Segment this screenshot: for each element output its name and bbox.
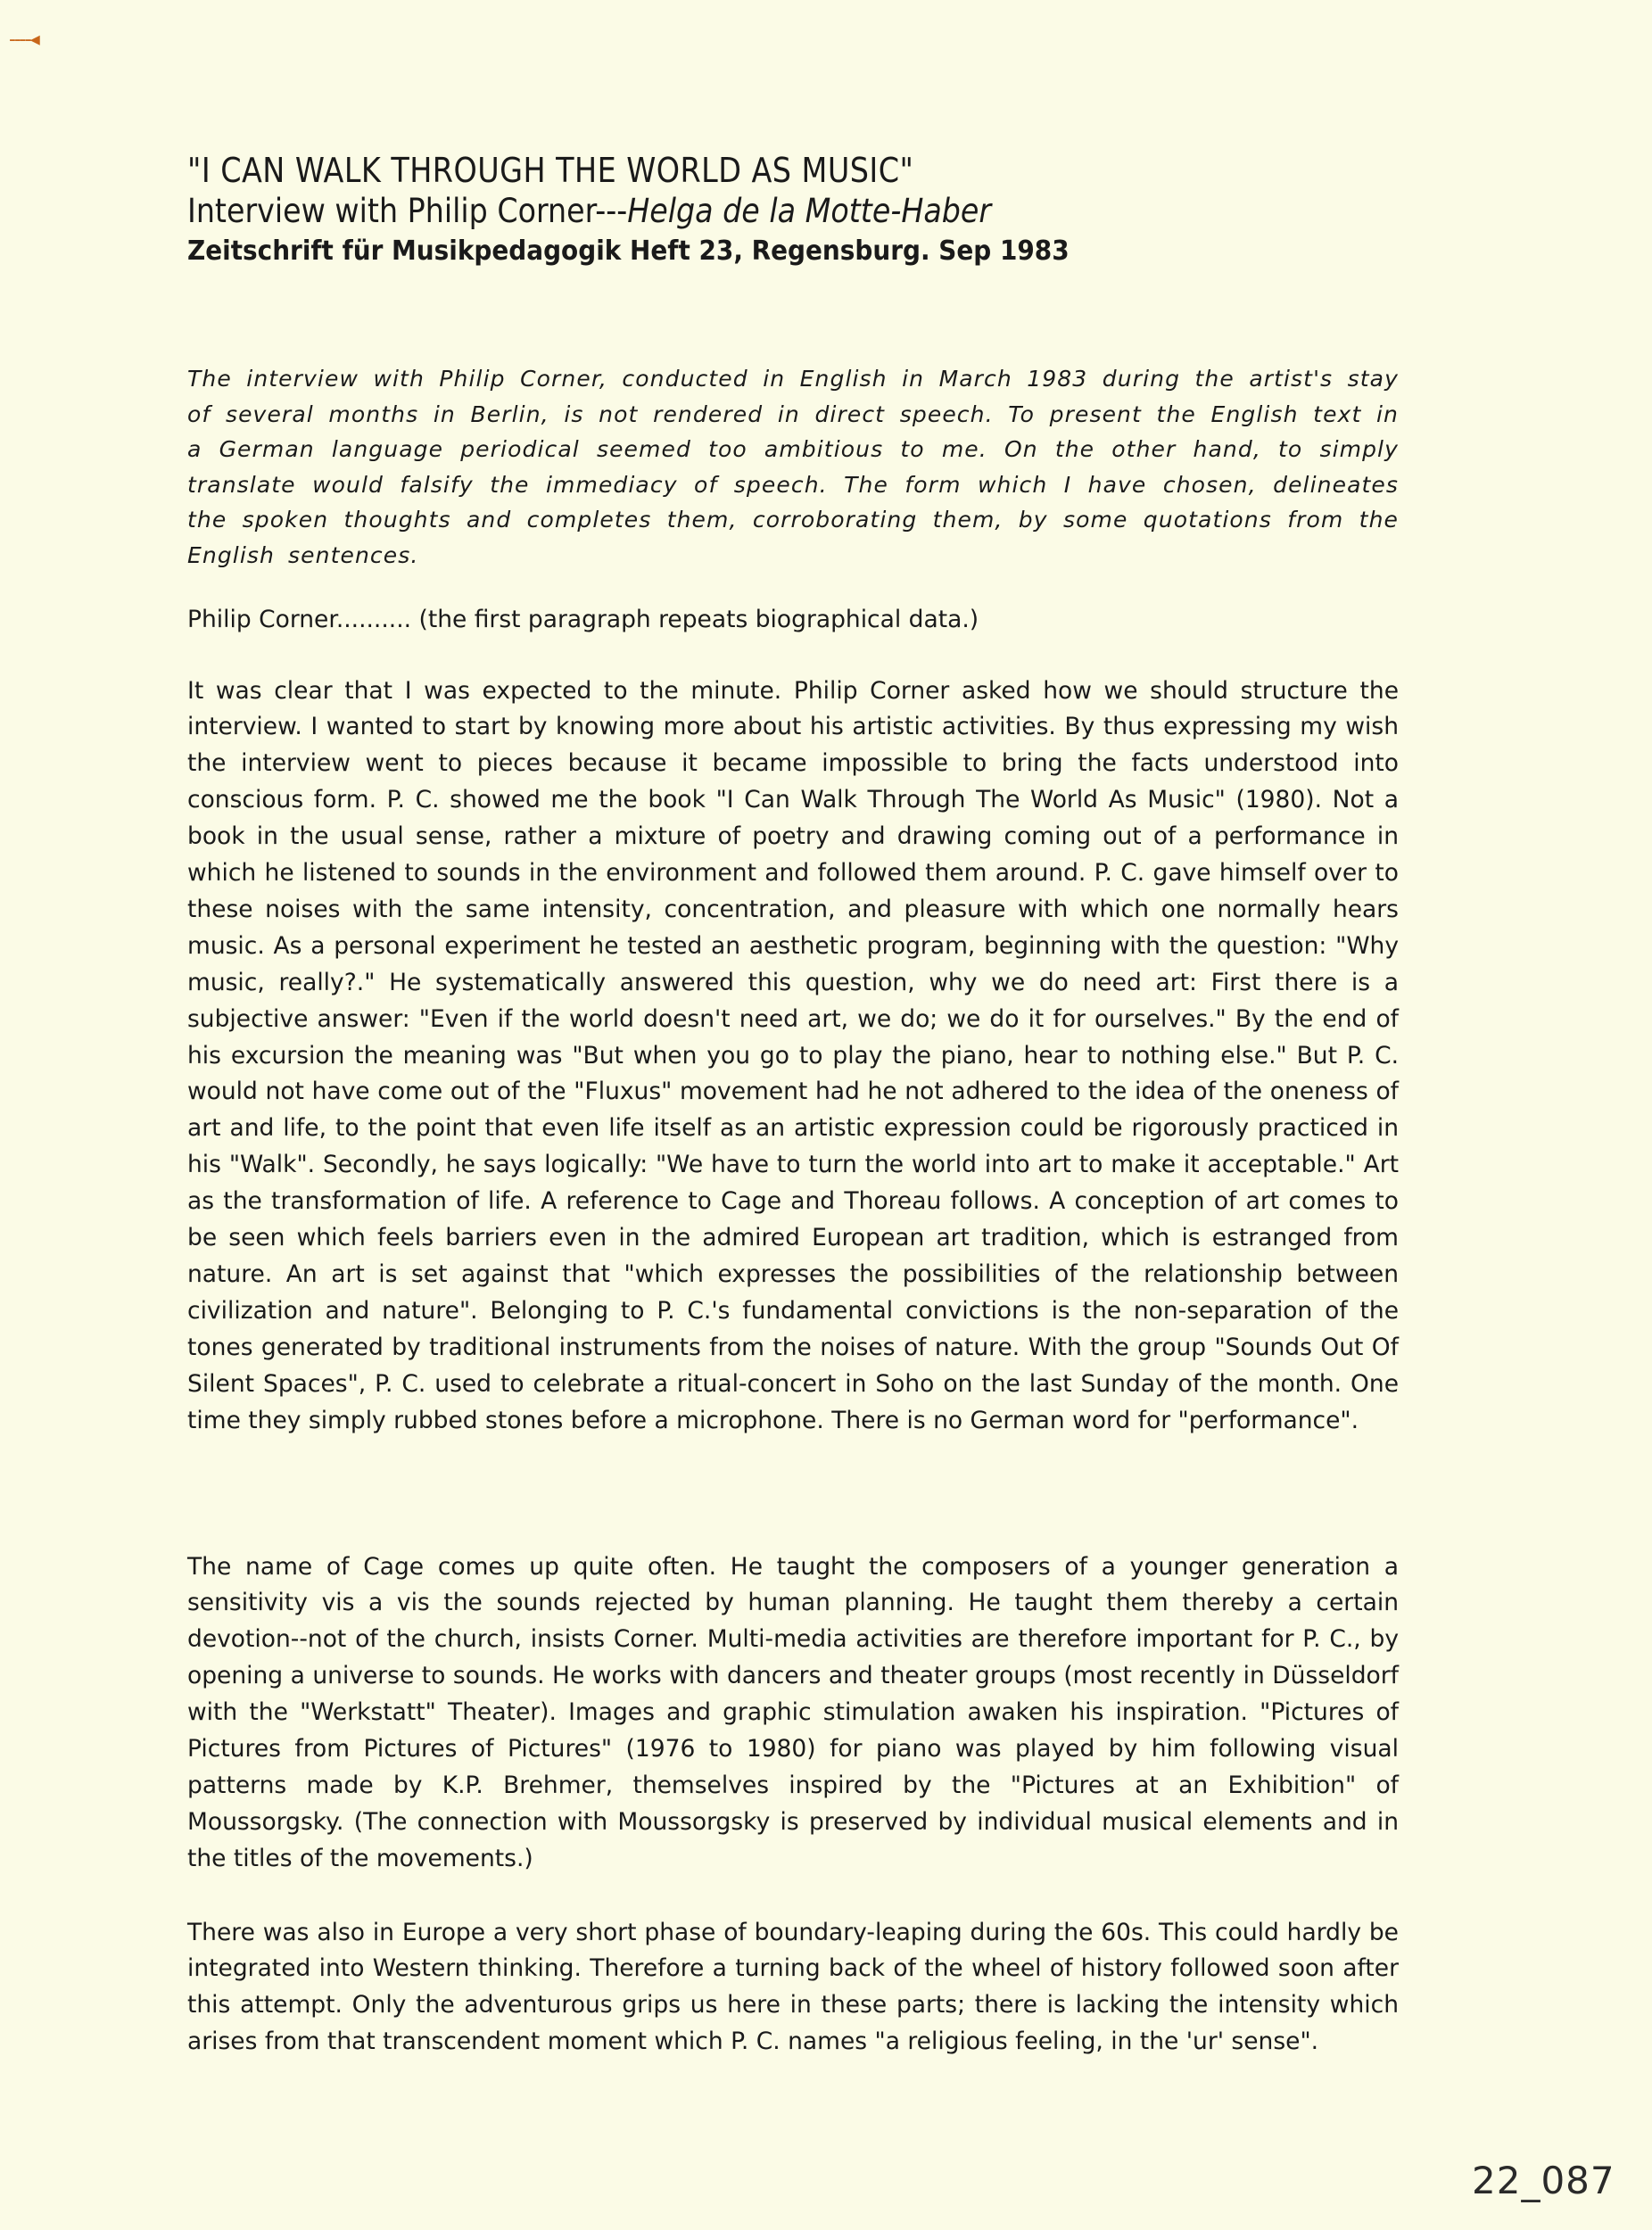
handwritten-document-number: 22_087 bbox=[1472, 2159, 1615, 2202]
corner-pencil-mark: ----◂ bbox=[9, 29, 38, 51]
body-paragraph-1: It was clear that I was expected to the minute. Philip Corner asked how we should structure the interview. I wanted to start by knowing more about his artistic activities. By thus expressing my wish the interview went to pieces because it became impossible to bring the facts understood into conscious form. P. C. showed me the book "I Can Walk Through The World As Music" (1980). Not a book in the usual sense, rather a mixture of poetry and drawing coming out of a performance in which he listened to sounds in the environment and followed them around. P. C. gave himself over to these noises with the same intensity, concentration, and pleasure with which one normally hears music. As a personal experiment he tested an aesthetic program, beginning with the question: "Why music, really?." He systematically answered this question, why we do need art: First there is a subjective answer: "Even if the world doesn't need art, we do; we do it for ourselves." By the end of his excursion the meaning was "But when you go to play the piano, hear to nothing else." But P. C. would not have come out of the "Fluxus" movement had he not adhered to the idea of the oneness of art and life, to the point that even life itself as an artistic expression could be rigorously practiced in his "Walk". Secondly, he says logically: "We have to turn the world into art to make it acceptable." Art as the transformation of life. A reference to Cage and Thoreau follows. A conception of art comes to be seen which feels barriers even in the admired European art tradition, which is estranged from nature. An art is set against that "which expresses the possibilities of the relationship between civilization and nature". Belonging to P. C.'s fundamental convictions is the non-separation of the tones generated by traditional instruments from the noises of nature. With the group "Sounds Out Of Silent Spaces", P. C. used to celebrate a ritual-concert in Soho on the last Sunday of the month. One time they simply rubbed stones before a microphone. There is no German word for "performance". bbox=[187, 676, 1399, 1434]
intro-paragraph: The interview with Philip Corner, conducted in English in March 1983 during the artist's stay of several months in Berlin, is not rendered in direct speech. To present the English text in a German language periodical seemed too ambitious to me. On the other hand, to simply translate would falsify the immediacy of speech. The form which I have chosen, delineates the spoken thoughts and completes them, corroborating them, by some quotations from the English sentences. bbox=[187, 366, 1399, 568]
document-subtitle bbox=[187, 191, 1311, 232]
document-header bbox=[187, 150, 1436, 271]
lead-paragraph: Philip Corner.......... (the first paragraph repeats biographical data.) bbox=[187, 605, 979, 633]
document-title: "I CAN WALK THROUGH THE WORLD AS MUSIC" bbox=[187, 151, 914, 190]
publication-source: Zeitschrift für Musikpedagogik Heft 23, Regensburg. Sep 1983 bbox=[187, 235, 1070, 267]
subtitle-prefix: Interview with Philip Corner--- bbox=[187, 192, 628, 230]
body-paragraph-3: There was also in Europe a very short phase of boundary-leaping during the 60s. This could hardly be integrated into Western thinking. Therefore a turning back of the wheel of history followed soon after this attempt. Only the adventurous grips us here in these parts; there is lacking the intensity which arises from that transcendent moment which P. C. names "a religious feeling, in the 'ur' sense". bbox=[187, 1918, 1399, 2056]
subtitle-author: Helga de la Motte-Haber bbox=[627, 192, 992, 230]
body-paragraph-2: The name of Cage comes up quite often. He taught the composers of a younger generation a sensitivity vis a vis the sounds rejected by human planning. He taught them thereby a certain devotion--not of the church, insists Corner. Multi-media activities are therefore important for P. C., by opening a universe to sounds. He works with dancers and theater groups (most recently in Düsseldorf with the "Werkstatt" Theater). Images and graphic stimulation awaken his inspiration. "Pictures of Pictures from Pictures of Pictures" (1976 to 1980) for piano was played by him following visual patterns made by K.P. Brehmer, themselves inspired by the "Pictures at an Exhibition" of Moussorgsky. (The connection with Moussorgsky is preserved by individual musical elements and in the titles of the movements.) bbox=[187, 1552, 1399, 1872]
